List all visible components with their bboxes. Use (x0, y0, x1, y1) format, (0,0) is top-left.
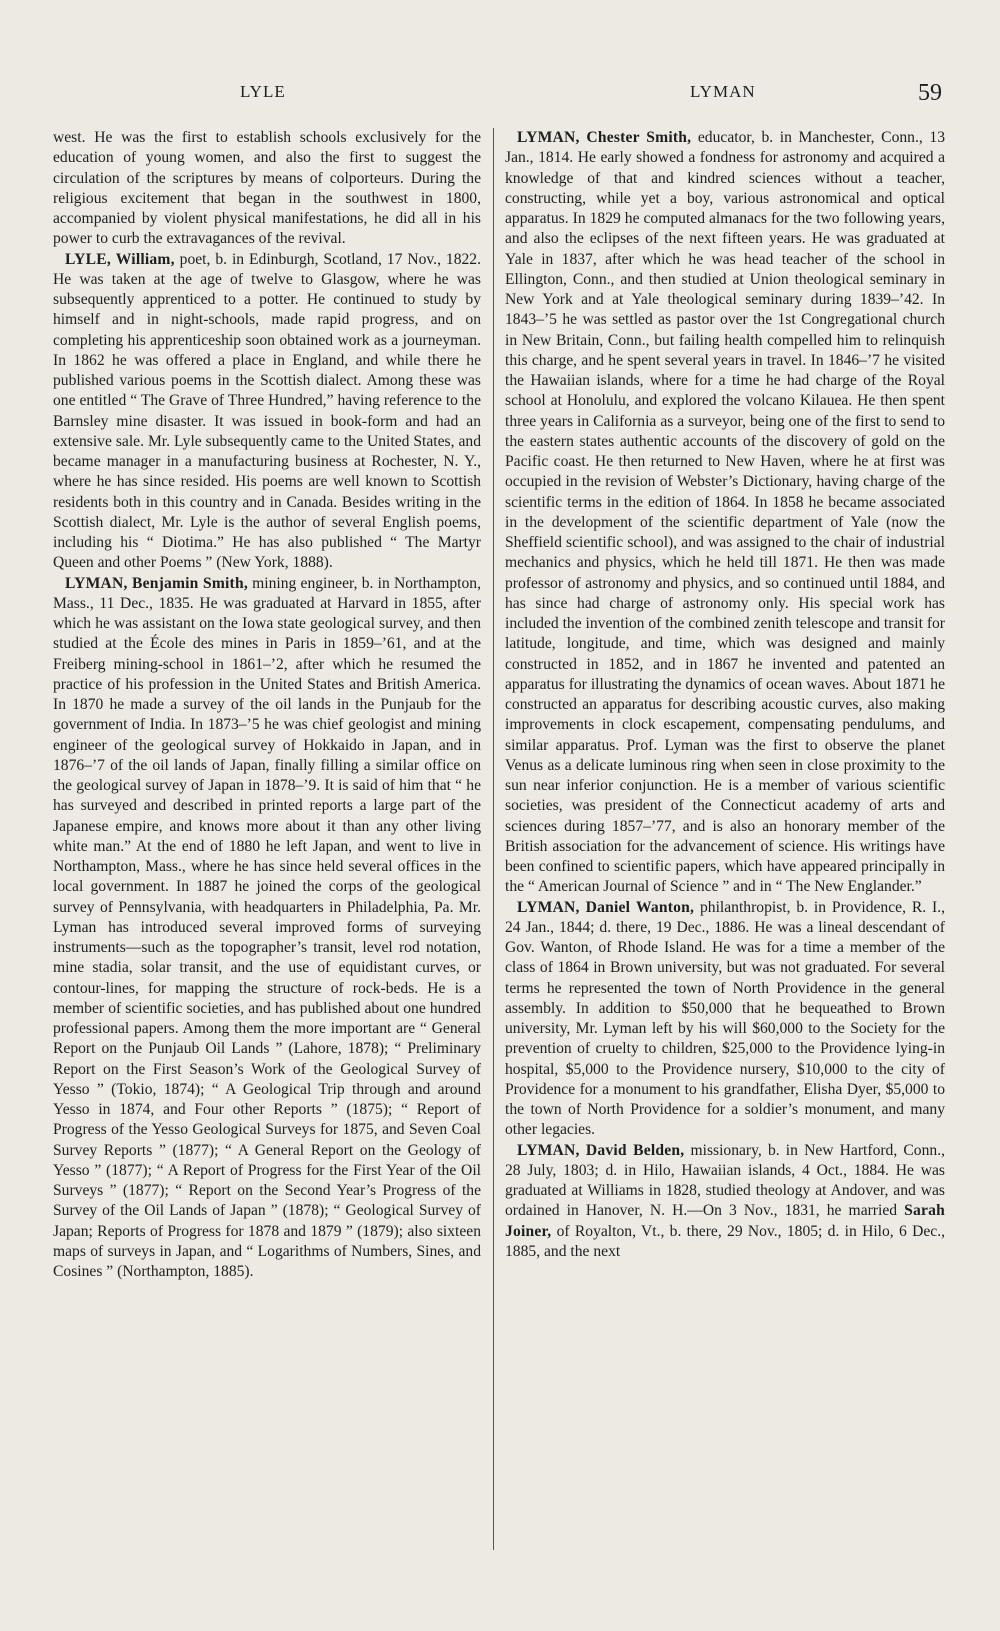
entry-headword: LYMAN, Chester Smith, (517, 129, 692, 146)
entry-lyman-benjamin-smith (53, 574, 481, 1283)
running-header (0, 78, 1000, 108)
entry-text: philanthropist, b. in Providence, R. I., 24 Jan., 1844; d. there, 19 Dec., 1886. He was a lineal descendant of Gov. Wanton, of Rhode Island. He was for a time a member of the class of 1864 in Brown university, but was not graduated. For several terms he represented the town of North Providence in the general assembly. In addition to $50,000 that he bequeathed to Brown university, Mr. Lyman left by his will $60,000 to the Society for the prevention of cruelty to children, $25,000 to the Providence lying-in hospital, $5,000 to the Providence nursery, $10,000 to the city of Providence for a monument to his grandfather, Elisha Dyer, $5,000 to the town of North Providence for a soldier’s monument, and many other legacies. (505, 898, 945, 1139)
spouse-name: Sarah Joiner, (505, 1202, 945, 1240)
header-right-word: LYMAN (690, 82, 756, 101)
entry-text-continued: of Royalton, Vt., b. there, 29 Nov., 1805; d. in Hilo, 6 Dec., 1885, and the next (505, 1222, 945, 1260)
entry-lyle-william (53, 250, 481, 574)
entry-text: mining engineer, b. in Northampton, Mass., 11 Dec., 1835. He was graduated at Harvard in 1855, after which he was assistant on the Iowa state geological survey, and then studied at the École des mines in Paris in 1859–’61, and at the Freiberg mining-school in 1861–’2, after which he resumed the practice of his profession in the United States and British America. In 1870 he made a survey of the oil lands in the Punjaub for the government of India. In 1873–’5 he was chief geologist and mining engineer of the geological survey of Hokkaido in Japan, and in 1876–’7 of the oil lands of Japan, finally filling a similar office on the geological survey of Japan in 1878–’9. It is said of him that “ he has surveyed and described in printed reports a large part of the Japanese empire, and knows more about it than any other living white man.” At the end of 1880 he left Japan, and went to live in Northampton, Mass., where he has since held several offices in the local government. In 1887 he joined the corps of the geological survey of Pennsylvania, with headquarters in Philadelphia, Pa. Mr. Lyman has introduced several improved forms of surveying instruments—such as the topographer’s transit, level rod notation, mine stadia, solar transit, and the use of equidistant curves, or contour-lines, for mapping the structure of rock-beds. He is a member of scientific societies, and has published about one hundred professional papers. Among them the more important are “ General Report on the Punjaub Oil Lands ” (Lahore, 1878); “ Preliminary Report on the First Season’s Work of the Geological Survey of Yesso ” (Tokio, 1874); “ A Geological Trip through and around Yesso in 1874, and Four other Reports ” (1875); “ Report of Progress of the Yesso Geological Surveys for 1875, and Seven Coal Survey Reports ” (1877); “ A General Report on the Geology of Yesso ” (1877); “ A Report of Progress for the First Year of the Oil Surveys ” (1877); “ Report on the Second Year’s Progress of the Survey of the Oil Lands of Japan ” (1878); “ Geological Survey of Japan; Reports of Progress for 1878 and 1879 ” (1879); also sixteen maps of surveys in Japan, and “ Logarithms of Numbers, Sines, and Cosines ” (Northampton, 1885). (53, 574, 481, 1280)
right-column (505, 128, 945, 1553)
header-left-word: LYLE (240, 82, 286, 101)
entry-lyman-chester-smith (505, 128, 945, 898)
entry-text: educator, b. in Manchester, Conn., 13 Jan., 1814. He early showed a fondness for astronomy and acquired a knowledge of that and kindred sciences without a teacher, constructing, while yet a boy, various astronomical and optical apparatus. In 1829 he computed almanacs for the two following years, and also the eclipses of the next fifteen years. He was graduated at Yale in 1837, after which he was head teacher of the school in Ellington, Conn., and then studied at Union theological seminary in New York and at Yale theological seminary during 1839–’42. In 1843–’5 he was settled as pastor over the 1st Congregational church in New Britain, Conn., but failing health compelled him to relinquish this charge, and he spent several years in travel. In 1846–’7 he visited the Hawaiian islands, where for a time he had charge of the Royal school at Honolulu, and explored the volcano Kilauea. He then spent three years in California as a surveyor, being one of the first to send to the eastern states authentic accounts of the discovery of gold on the Pacific coast. He then returned to New Haven, where he at first was occupied in the revision of Webster’s Dictionary, having charge of the scientific terms in the edition of 1864. In 1858 he became associated in the development of the scientific department of Yale (now the Sheffield scientific school), and was assigned to the chair of industrial mechanics and physics, which he held till 1871. He then was made professor of astronomy and physics, and so continued until 1884, and has since had charge of astronomy only. His special work has included the invention of the combined zenith telescope and transit for latitude, longitude, and time, which was designed and mainly constructed in 1852, and in 1867 he invented and patented an apparatus for illustrating the dynamics of ocean waves. About 1871 he constructed an apparatus for describing acoustic curves, also making improvements in clock escapement, compensating pendulums, and similar apparatus. Prof. Lyman was the first to observe the planet Venus as a delicate luminous ring when seen in close proximity to the sun near inferior conjunction. He is a member of various scientific societies, was president of the Connecticut academy of arts and sciences during 1857–’77, and is also an honorary member of the British association for the advancement of science. His writings have been confined to scientific papers, which have appeared principally in the “ American Journal of Science ” and in “ The New Englander.” (505, 129, 945, 896)
entry-text: missionary, b. in New Hartford, Conn., 28 July, 1803; d. in Hilo, Hawaiian islands, 4 Oct., 1884. He was graduated at Williams in 1828, studied theology at Andover, and was ordained in Hanover, N. H.—On 3 Nov., 1831, he married (505, 1141, 945, 1220)
entry-lyman-david-belden (505, 1141, 945, 1263)
continued-paragraph: west. He was the first to establish schools exclusively for the education of young women, and also the first to suggest the circulation of the scriptures by means of colporteurs. During the religious excitement that began in the southwest in 1800, accompanied by violent physical manifestations, he did all in his power to curb the extravagances of the revival. (53, 129, 481, 248)
entry-lyman-daniel-wanton (505, 898, 945, 1141)
entry-headword: LYMAN, Benjamin Smith, (65, 574, 248, 592)
column-divider (493, 128, 494, 1550)
left-column (53, 128, 481, 1553)
entry-text: poet, b. in Edinburgh, Scotland, 17 Nov., 1822. He was taken at the age of twelve to Glasgow, where he was subsequently apprenticed to a potter. He continued to study by himself and in night-schools, made rapid progress, and on completing his apprenticeship soon obtained work as a journeyman. In 1862 he was offered a place in England, and while there he published various poems in the Scottish dialect. Among these was one entitled “ The Grave of Three Hundred,” having reference to the Barnsley mine disaster. It was issued in book-form and had an extensive sale. Mr. Lyle subsequently came to the United States, and became manager in a manufacturing business at Rochester, N. Y., where he has since resided. His poems are well known to Scottish residents both in this country and in Canada. Besides writing in the Scottish dialect, Mr. Lyle is the author of several English poems, including his “ Diotima.” He has also published “ The Martyr Queen and other Poems ” (New York, 1888). (53, 250, 481, 572)
entry-headword: LYMAN, David Belden, (517, 1141, 685, 1159)
entry-headword: LYLE, William, (65, 250, 175, 268)
page-number: 59 (918, 80, 942, 106)
entry-headword: LYMAN, Daniel Wanton, (517, 898, 695, 916)
